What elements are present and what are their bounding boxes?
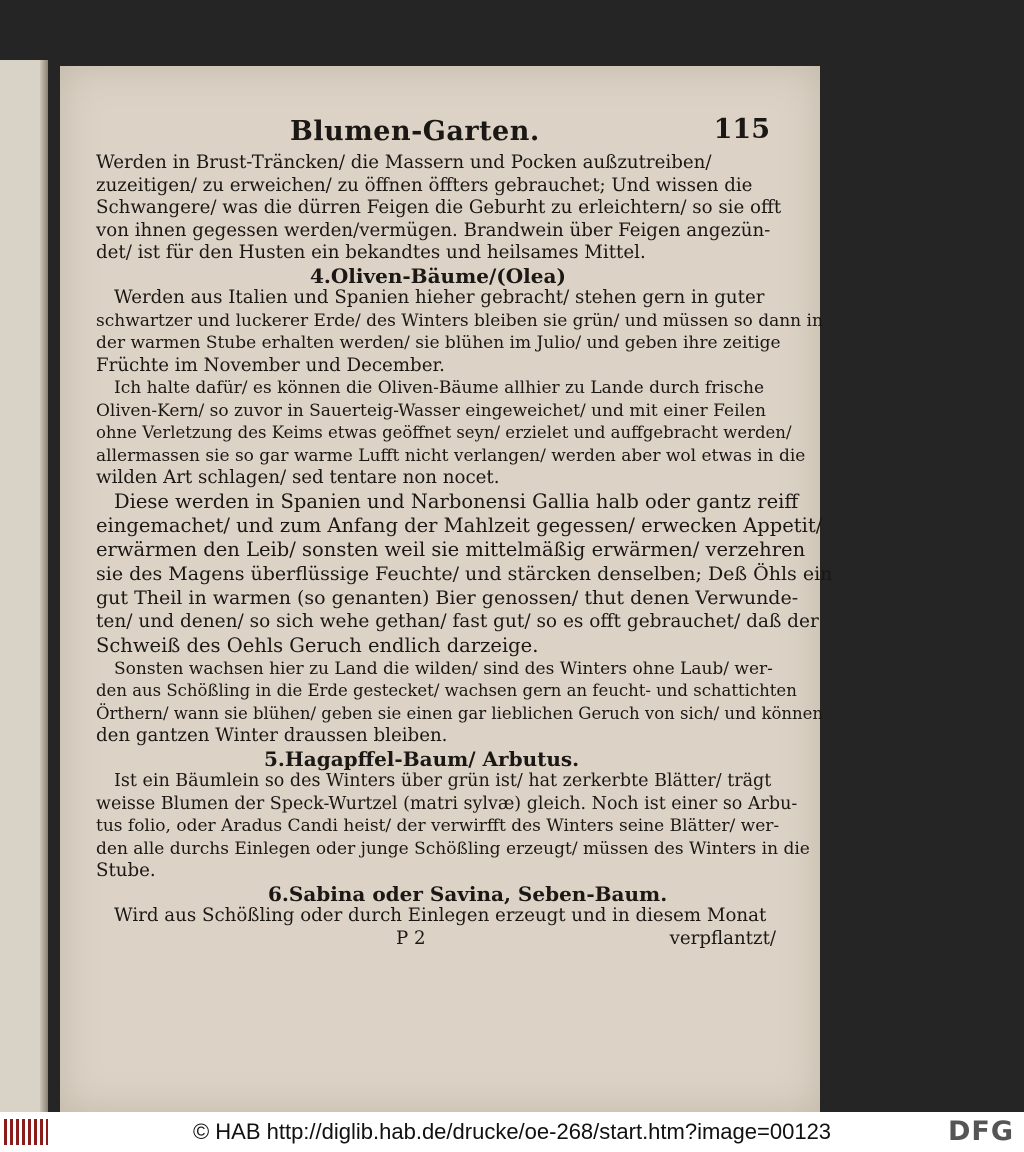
text-line: eingemachet/ und zum Anfang der Mahlzeit gegessen/ erwecken Appetit/: [96, 513, 823, 537]
text-line: den alle durchs Einlegen oder junge Schößling erzeugt/ müssen des Winters in die: [96, 838, 810, 859]
text-line: Diese werden in Spanien und Narbonensi Gallia halb oder gantz reiff: [114, 489, 799, 513]
text-line: Stube.: [96, 860, 156, 881]
section-heading: 5.Hagapffel-Baum/ Arbutus.: [264, 746, 580, 771]
running-head: [96, 112, 776, 152]
text-line: gut Theil in warmen (so genanten) Bier genossen/ thut denen Verwunde-: [96, 586, 799, 609]
text-line: Werden aus Italien und Spanien hieher gebracht/ stehen gern in guter: [114, 287, 765, 308]
text-line: tus folio, oder Aradus Candi heist/ der verwirfft des Winters seine Blätter/ wer-: [96, 816, 780, 836]
text-line: Schweiß des Oehls Geruch endlich darzeige.: [96, 633, 539, 657]
text-line: Früchte im November und December.: [96, 354, 445, 376]
section-heading: 6.Sabina oder Savina, Seben-Baum.: [268, 881, 668, 906]
text-line: ohne Verletzung des Keims etwas geöffnet seyn/ erzielet und auffgebracht werden/: [96, 423, 792, 442]
text-line: Wird aus Schößling oder durch Einlegen erzeugt und in diesem Monat: [114, 905, 767, 926]
text-line: Werden in Brust-Träncken/ die Massern und Pocken außzutreiben/: [96, 152, 712, 173]
text-line: det/ ist für den Husten ein bekandtes und heilsames Mittel.: [96, 242, 646, 263]
book-page: [60, 66, 833, 1112]
text-line: Ich halte dafür/ es können die Oliven-Bäume allhier zu Lande durch frische: [114, 378, 765, 398]
text-line: erwärmen den Leib/ sonsten weil sie mittelmäßig erwärmen/ verzehren: [96, 537, 806, 561]
text-line: sie des Magens überflüssige Feuchte/ und stärcken denselben; Deß Öhls ein: [96, 562, 833, 585]
page-footer-line: [96, 928, 776, 952]
text-line: Ist ein Bäumlein so des Winters über grün ist/ hat zerkerbte Blätter/ trägt: [114, 771, 772, 791]
viewer-footer: [0, 1112, 1024, 1152]
running-title: Blumen-Garten.: [290, 116, 540, 147]
section-heading: 4.Oliven-Bäume/(Olea): [310, 263, 566, 288]
text-line: Sonsten wachsen hier zu Land die wilden/ sind des Winters ohne Laub/ wer-: [114, 658, 773, 679]
text-line: wilden Art schlagen/ sed tentare non nocet.: [96, 467, 500, 488]
text-line: weisse Blumen der Speck-Wurtzel (matri sylvæ) gleich. Noch ist einer so Arbu-: [96, 793, 798, 814]
text-line: Örthern/ wann sie blühen/ geben sie einen gar lieblichen Geruch von sich/ und können: [96, 703, 824, 723]
page-number: 115: [713, 114, 770, 145]
signature-mark: P 2: [396, 927, 426, 949]
text-line: allermassen sie so gar warme Lufft nicht verlangen/ werden aber wol etwas in die: [96, 445, 806, 466]
dfg-logo: DFG: [947, 1116, 1014, 1147]
text-line: von ihnen gegessen werden/vermügen. Brandwein über Feigen angezün-: [96, 219, 771, 241]
catchword: verpflantzt/: [669, 927, 776, 949]
text-line: den gantzen Winter draussen bleiben.: [96, 725, 448, 746]
copyright-url[interactable]: © HAB http://diglib.hab.de/drucke/oe-268/start.htm?image=00123: [192, 1119, 832, 1144]
page-text-block: [96, 112, 833, 952]
text-line: schwartzer und luckerer Erde/ des Winters bleiben sie grün/ und müssen so dann in: [96, 310, 823, 331]
previous-page-edge: [0, 60, 48, 1112]
text-line: der warmen Stube erhalten werden/ sie blühen im Julio/ und geben ihre zeitige: [96, 333, 781, 353]
text-line: ten/ und denen/ so sich wehe gethan/ fast gut/ so es offt gebrauchet/ daß der: [96, 610, 819, 632]
text-line: den aus Schößling in die Erde gestecket/ wachsen gern an feucht- und schattichten: [96, 681, 797, 700]
text-line: Oliven-Kern/ so zuvor in Sauerteig-Wasser eingeweichet/ und mit einer Feilen: [96, 400, 766, 421]
text-line: zuzeitigen/ zu erweichen/ zu öffnen öffters gebrauchet; Und wissen die: [96, 174, 753, 196]
page-gutter: [40, 60, 48, 1112]
text-line: Schwangere/ was die dürren Feigen die Geburht zu erleichtern/ so sie offt: [96, 197, 782, 218]
